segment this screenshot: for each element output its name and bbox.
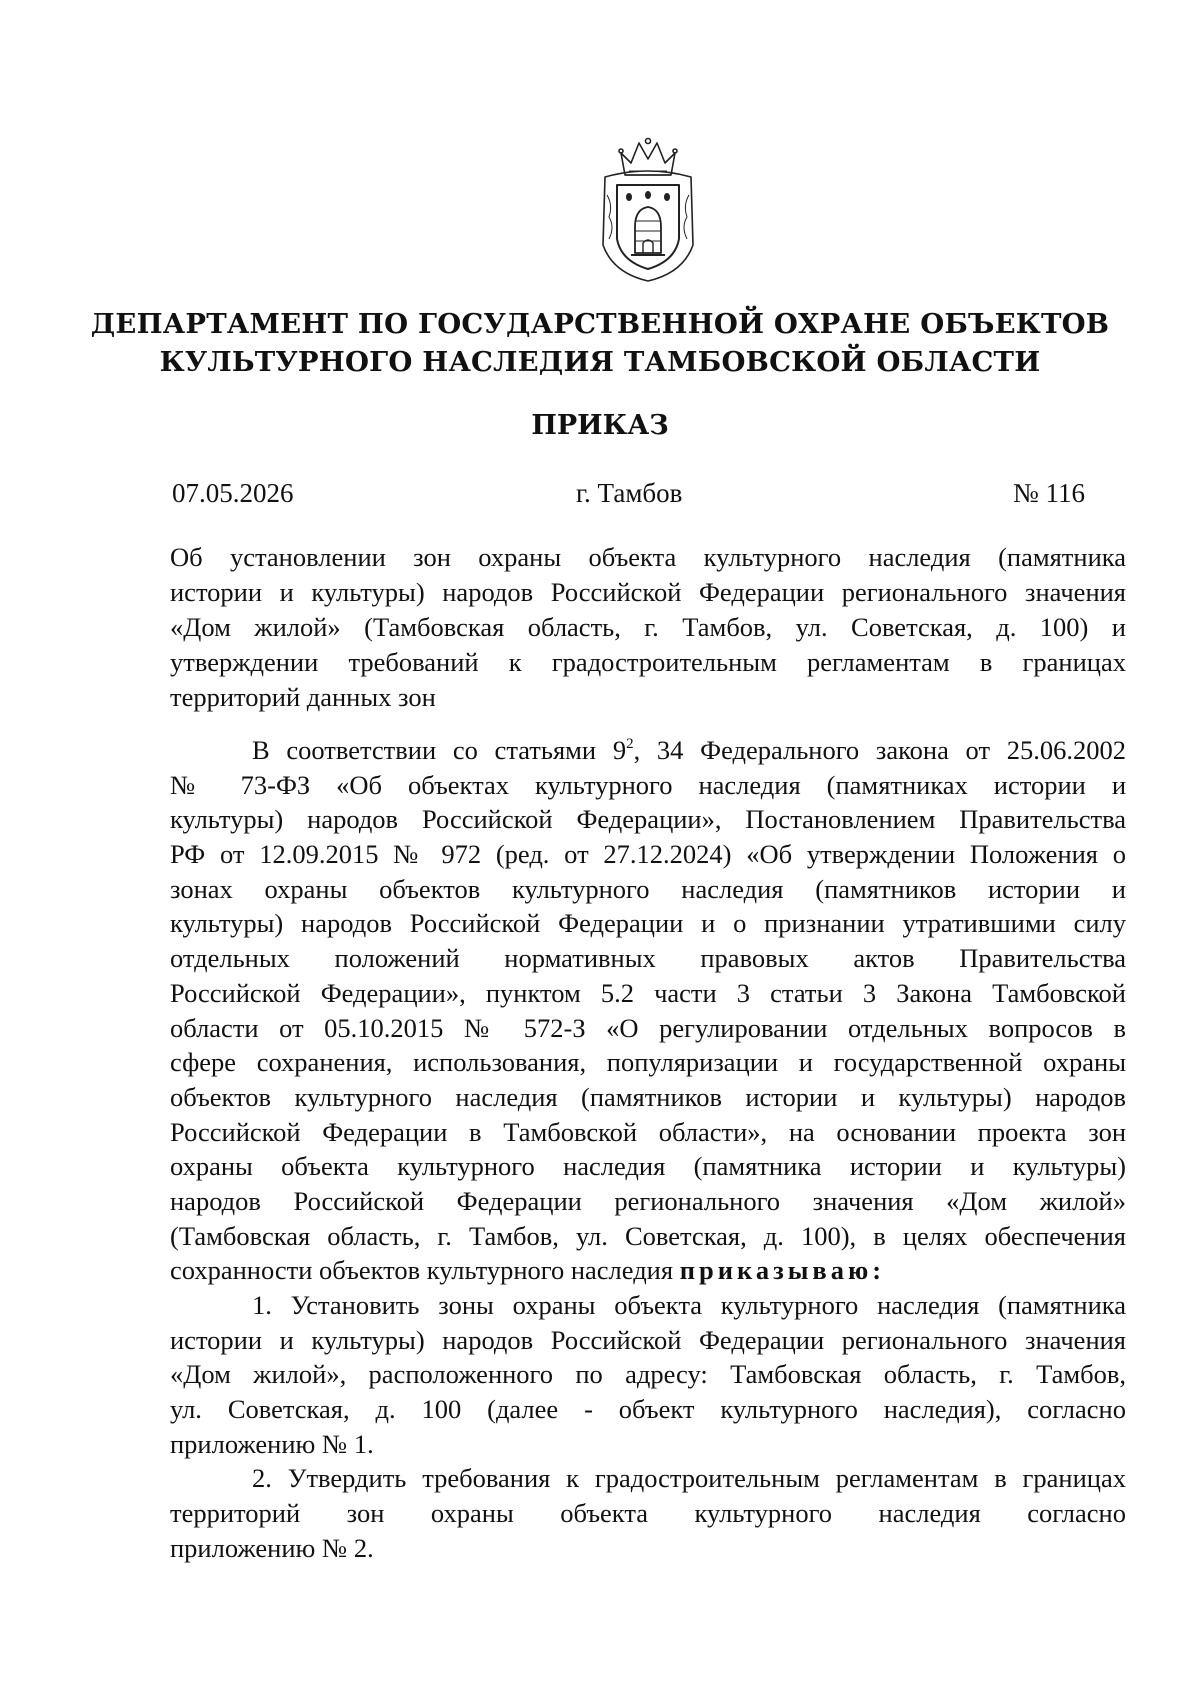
order-subject <box>170 540 1126 715</box>
department-name-line-2: КУЛЬТУРНОГО НАСЛЕДИЯ ТАМБОВСКОЙ ОБЛАСТИ <box>159 346 1041 378</box>
subject-line: Об установлении зон охраны объекта культурного наследия (памятника <box>170 542 1126 572</box>
preamble-text: В соответствии со статьями 9 <box>252 735 627 765</box>
preamble-line: зонах охраны объектов культурного наследия (памятников истории и <box>170 873 1126 904</box>
preamble-line: охраны объекта культурного наследия (памятника истории и культуры) <box>170 1151 1126 1182</box>
preamble-line: Российской Федерации в Тамбовской области», на основании проекта зон <box>170 1116 1126 1147</box>
item-1-line: приложению № 1. <box>170 1428 374 1459</box>
preamble-line: Российской Федерации», пунктом 5.2 части 3 статьи 3 Закона Тамбовской <box>170 977 1126 1008</box>
preamble-line: культуры) народов Российской Федерации», Постановлением Правительства <box>170 804 1126 835</box>
preamble-line: народов Российской Федерации регионального значения «Дом жилой» <box>170 1185 1126 1216</box>
item-1-line: 1. Установить зоны охраны объекта культурного наследия (памятника <box>252 1290 1126 1320</box>
item-1-line: «Дом жилой», расположенного по адресу: Тамбовская область, г. Тамбов, <box>170 1359 1126 1390</box>
order-keyword: приказываю: <box>679 1255 886 1286</box>
subject-line: утверждении требований к градостроительным регламентам в границах <box>170 647 1126 677</box>
document-city: г. Тамбов <box>576 478 683 508</box>
department-name <box>0 305 1200 381</box>
item-2-line: 2. Утвердить требования к градостроительным регламентам в границах <box>252 1463 1126 1494</box>
preamble-line: культуры) народов Российской Федерации и о признании утратившими силу <box>170 908 1126 939</box>
document-type: ПРИКАЗ <box>531 410 669 441</box>
preamble-line: отдельных положений нормативных правовых актов Правительства <box>170 943 1126 974</box>
document-date: 07.05.2026 <box>172 478 294 508</box>
preamble-line: РФ от 12.09.2015 № 972 (ред. от 27.12.2024) «Об утверждении Положения о <box>170 839 1126 870</box>
preamble-text: сохранности объектов культурного наследия <box>170 1255 680 1286</box>
order-body <box>170 733 1126 1566</box>
item-1-line: истории и культуры) народов Российской Федерации регионального значения <box>170 1324 1126 1355</box>
subject-line: истории и культуры) народов Российской Федерации регионального значения <box>170 577 1126 607</box>
preamble-line: № 73-ФЗ «Об объектах культурного наследия (памятниках истории и <box>170 769 1126 800</box>
department-name-line-1: ДЕПАРТАМЕНТ ПО ГОСУДАРСТВЕННОЙ ОХРАНЕ ОБЪЕКТОВ <box>90 308 1110 340</box>
document-number: № 116 <box>1013 478 1086 508</box>
subject-line: территорий данных зон <box>170 682 436 712</box>
preamble-text: , 34 Федерального закона от 25.06.2002 <box>633 735 1126 765</box>
item-2-line: приложению № 2. <box>170 1532 374 1563</box>
coat-of-arms-emblem <box>593 135 703 285</box>
subject-line: «Дом жилой» (Тамбовская область, г. Тамбов, ул. Советская, д. 100) и <box>170 612 1126 642</box>
preamble-first-line <box>170 733 1126 768</box>
preamble-line: сфере сохранения, использования, популяризации и государственной охраны <box>170 1047 1126 1078</box>
preamble-last-line <box>170 1253 1126 1288</box>
item-1-line: ул. Советская, д. 100 (далее - объект культурного наследия), согласно <box>170 1394 1126 1425</box>
preamble-line: (Тамбовская область, г. Тамбов, ул. Советская, д. 100), в целях обеспечения <box>170 1220 1126 1251</box>
item-2-line: территорий зон охраны объекта культурного наследия согласно <box>170 1498 1126 1529</box>
article-superscript: 2 <box>626 736 634 752</box>
preamble-line: объектов культурного наследия (памятников истории и культуры) народов <box>170 1081 1126 1112</box>
preamble-line: области от 05.10.2015 № 572-З «О регулировании отдельных вопросов в <box>170 1012 1126 1043</box>
